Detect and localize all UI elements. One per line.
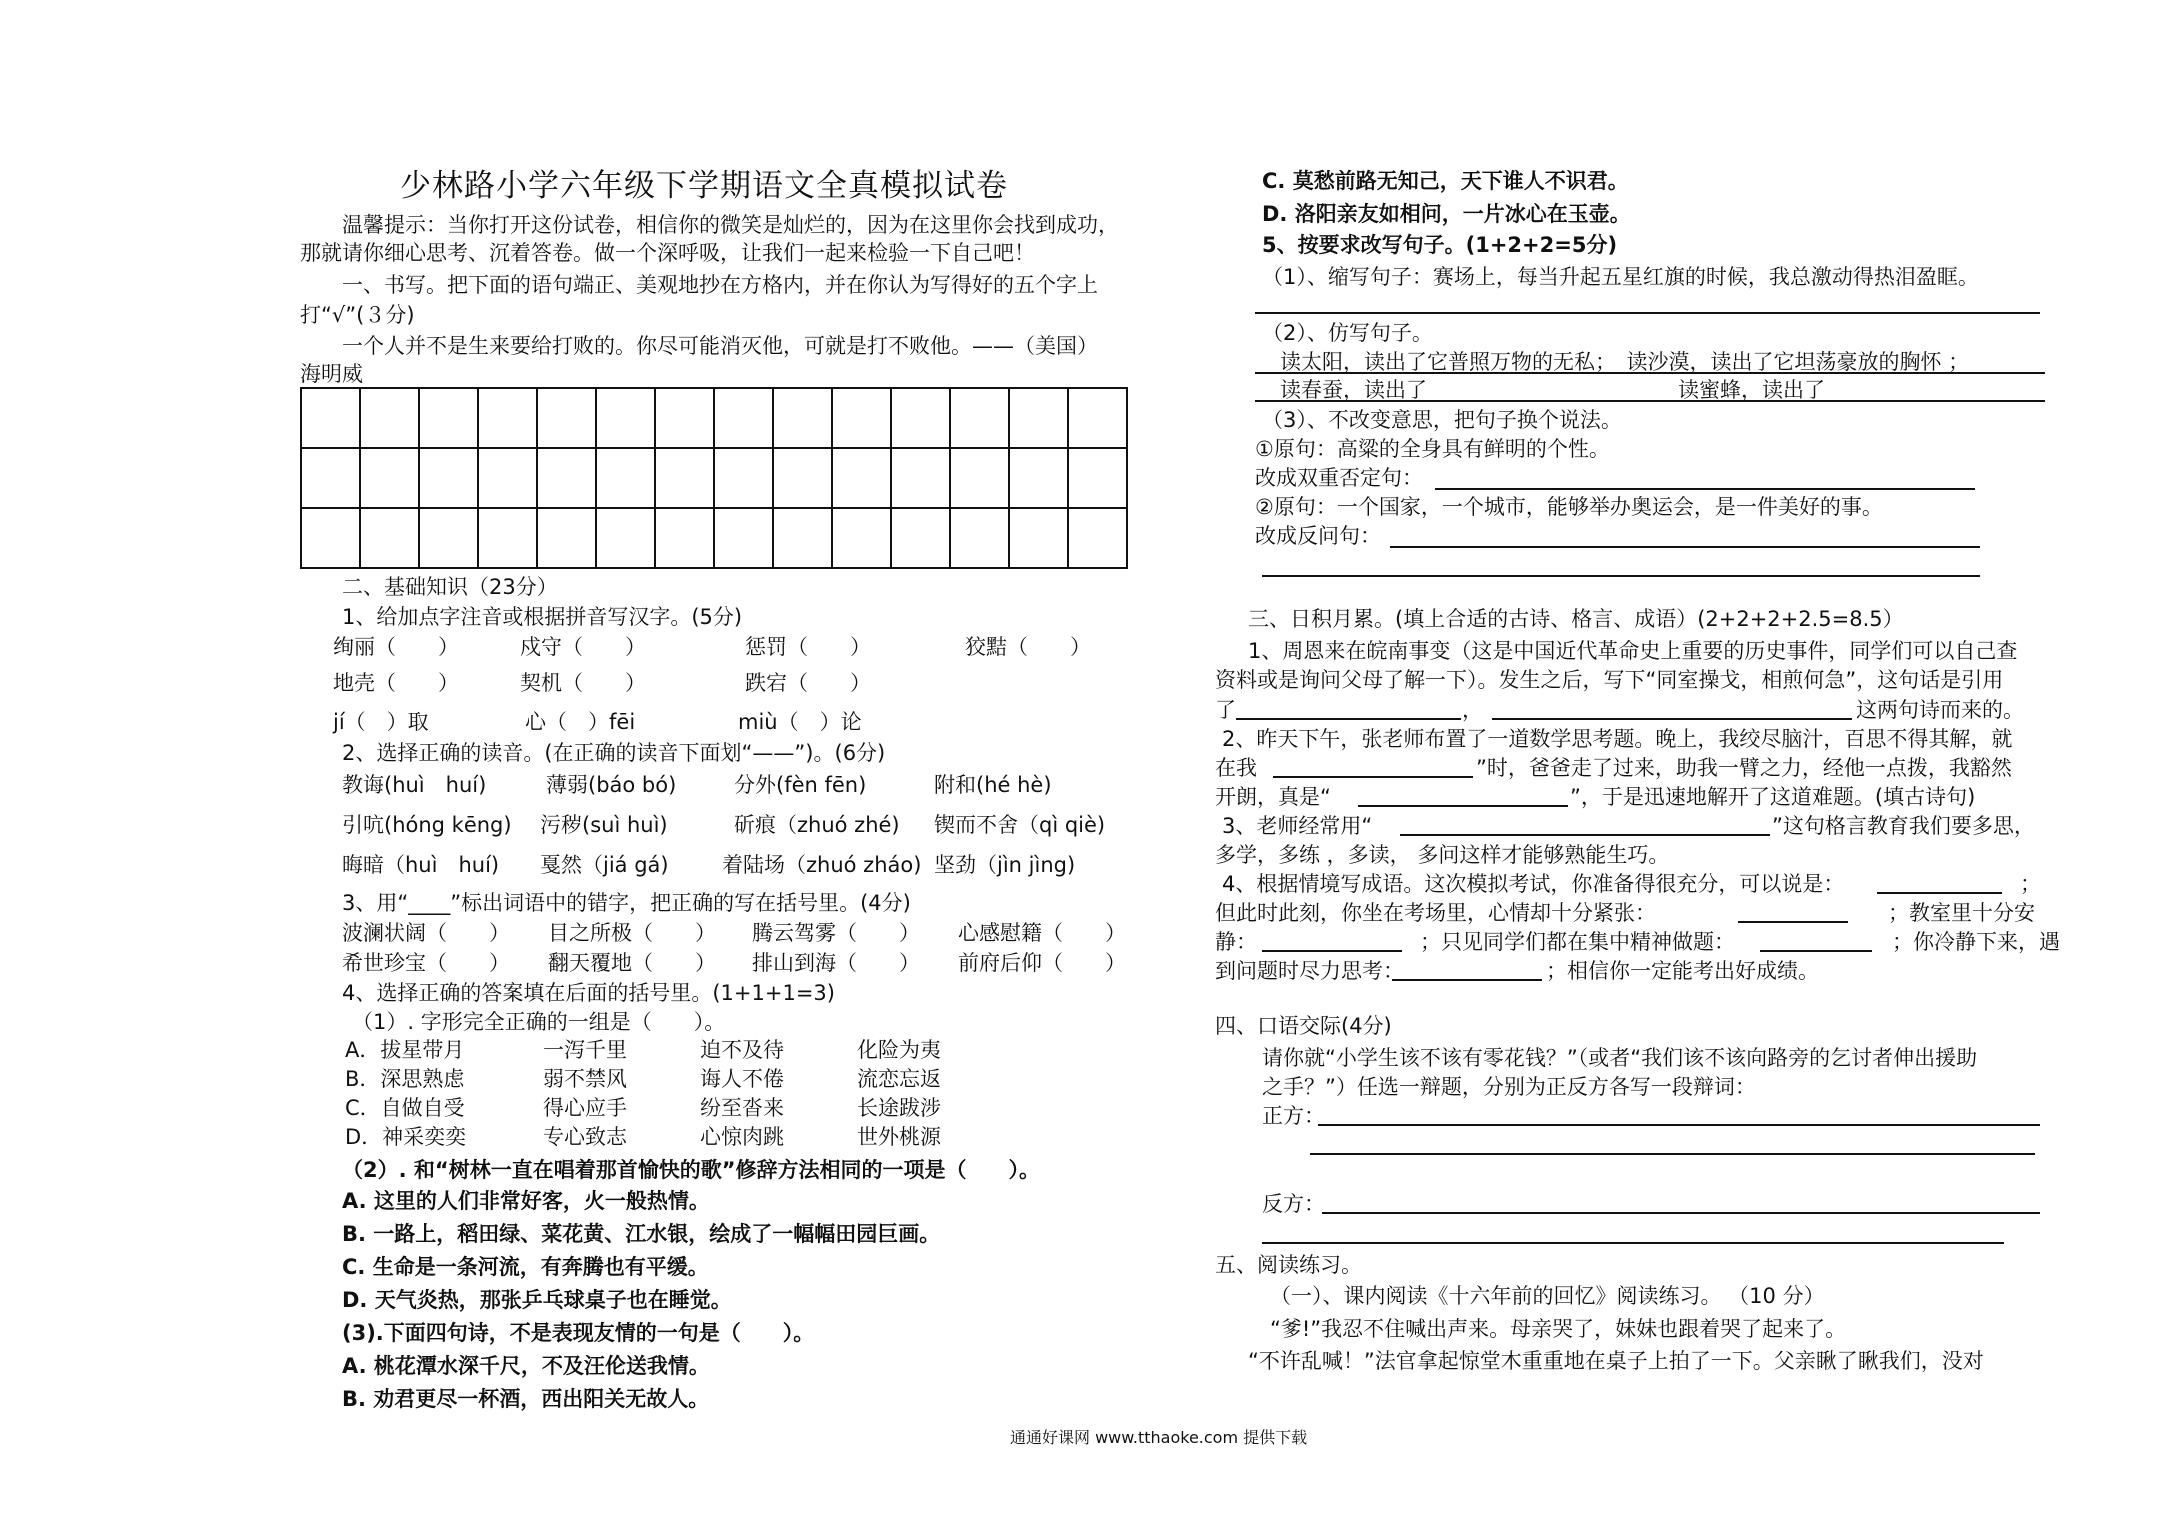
q4-sub-3-option-a: A. 桃花潭水深千尺，不及汪伦送我情。 xyxy=(342,1354,710,1378)
answer-line[interactable] xyxy=(1492,718,1852,720)
q1-item: 地壳（ ） xyxy=(333,671,459,695)
s3-q1-line-1: 1、周恩来在皖南事变（这是中国近代革命史上重要的历史事件，同学们可以自己查 xyxy=(1248,639,2018,663)
writing-grid[interactable] xyxy=(300,387,1128,569)
q4-option-a: 化险为夷 xyxy=(857,1038,941,1062)
s3-q4-line-1b: ； xyxy=(2020,872,2041,896)
q1-item: miù（ ）论 xyxy=(738,710,862,734)
q3-item: 前府后仰（ ） xyxy=(958,951,1126,975)
question-3: 3、用“____”标出词语中的错字，把正确的写在括号里。(4分) xyxy=(342,891,911,915)
q4-sub-3: (3).下面四句诗，不是表现友情的一句是（ ）。 xyxy=(342,1321,815,1345)
s4-pro-label: 正方： xyxy=(1262,1104,1325,1128)
s3-q2-line-3a: 开朗，真是“ xyxy=(1215,785,1331,809)
q4-option-b: 流恋忘返 xyxy=(857,1067,941,1091)
q2-item: 附和(hé hè) xyxy=(934,773,1052,797)
s4-con-label: 反方： xyxy=(1262,1192,1325,1216)
q4-option-a: 一泻千里 xyxy=(543,1038,627,1062)
q5-sub-2-example: 读太阳，读出了它普照万物的无私； 读沙漠，读出了它坦荡豪放的胸怀 ； xyxy=(1280,350,1970,374)
q1-item: 戍守（ ） xyxy=(520,635,646,659)
s5-sub-1: （一）、课内阅读《十六年前的回忆》阅读练习。 （10 分） xyxy=(1270,1284,1825,1308)
q1-item: 狡黠（ ） xyxy=(965,635,1091,659)
s3-q4-line-3b: ；只见同学们都在集中精神做题： xyxy=(1420,930,1735,954)
q4-sub-2-option-b: B. 一路上，稻田绿、菜花黄、江水银，绘成了一幅幅田园巨画。 xyxy=(342,1222,941,1246)
s3-q2-line-2a: 在我 xyxy=(1215,756,1257,780)
s3-q1-line-2: 资料或是询问父母了解一下）。发生之后，写下“同室操戈，相煎何急”，这句话是引用 xyxy=(1215,668,2004,692)
q4-sub-2: （2）. 和“树林一直在唱着那首愉快的歌”修辞方法相同的一项是（ ）。 xyxy=(342,1158,1041,1182)
q4-sub-1: （1）. 字形完全正确的一组是（ ）。 xyxy=(352,1010,726,1034)
q1-item: 绚丽（ ） xyxy=(333,635,459,659)
s3-q2-line-3b: ”，于是迅速地解开了这道难题。(填古诗句) xyxy=(1570,785,1976,809)
s3-q4-line-2a: 但此时此刻，你坐在考场里，心情却十分紧张： xyxy=(1215,901,1656,925)
q1-item: 心（ ）fēi xyxy=(525,710,636,734)
q4-option-c: C．自做自受 xyxy=(345,1096,465,1120)
s3-q2-line-2b: ”时，爸爸走了过来，助我一臂之力，经他一点拨，我豁然 xyxy=(1476,756,2012,780)
q4-option-b: B．深思熟虑 xyxy=(345,1067,465,1091)
q4-sub-3-option-c: C. 莫愁前路无知己，天下谁人不识君。 xyxy=(1262,169,1629,193)
answer-line[interactable] xyxy=(1318,1124,2040,1126)
q2-item: 晦暗（huì huí) xyxy=(342,853,500,877)
s3-q4-line-4b: ；相信你一定能考出好成绩。 xyxy=(1546,959,1819,983)
q2-item: 斫痕（zhuó zhé) xyxy=(734,813,900,837)
answer-line[interactable] xyxy=(1400,834,1770,836)
q5-sub-3-original-2: ②原句：一个国家，一个城市，能够举办奥运会，是一件美好的事。 xyxy=(1255,495,1883,519)
q3-item: 希世珍宝（ ） xyxy=(342,951,510,975)
answer-line[interactable] xyxy=(1255,312,2040,314)
s5-passage-line-2: “不许乱喊！”法官拿起惊堂木重重地在桌子上拍了一下。父亲瞅了瞅我们，没对 xyxy=(1248,1349,1984,1373)
q5-sub-2: （2）、仿写句子。 xyxy=(1262,321,1433,345)
section-5-heading: 五、阅读练习。 xyxy=(1215,1253,1362,1277)
q5-sub-1: （1）、缩写句子：赛场上，每当升起五星红旗的时候，我总激动得热泪盈眶。 xyxy=(1262,265,1979,289)
answer-line[interactable] xyxy=(1390,546,1980,548)
answer-line[interactable] xyxy=(1392,979,1542,981)
q1-item: 跌宕（ ） xyxy=(745,671,871,695)
s3-q3-line-2: 多学，多练 ，多读， 多问这样才能够熟能生巧。 xyxy=(1215,843,1670,867)
q4-sub-3-option-d: D. 洛阳亲友如相问，一片冰心在玉壶。 xyxy=(1262,202,1631,226)
answer-line[interactable] xyxy=(1738,921,1848,923)
answer-line[interactable] xyxy=(1310,1153,2035,1155)
page-title: 少林路小学六年级下学期语文全真模拟试卷 xyxy=(400,168,1008,204)
q5-sub-3: （3）、不改变意思，把句子换个说法。 xyxy=(1262,408,1622,432)
q4-option-d: 心惊肉跳 xyxy=(700,1125,784,1149)
s4-prompt-line-2: 之手？”）任选一辩题，分别为正反方各写一段辩词： xyxy=(1262,1075,1756,1099)
q4-option-d: D．神采奕奕 xyxy=(345,1125,467,1149)
answer-line[interactable] xyxy=(1255,400,2045,402)
s3-q4-line-1a: 4、根据情境写成语。这次模拟考试，你准备得很充分，可以说是： xyxy=(1222,872,1845,896)
q3-item: 翻天覆地（ ） xyxy=(548,951,716,975)
q3-item: 排山到海（ ） xyxy=(752,951,920,975)
question-4: 4、选择正确的答案填在后面的括号里。(1+1+1=3) xyxy=(342,981,835,1005)
q2-item: 着陆场（zhuó zháo) xyxy=(722,853,922,877)
answer-line[interactable] xyxy=(1358,805,1568,807)
q2-item: 引吭(hóng kēng) xyxy=(342,813,512,837)
q5-sub-3-task-2: 改成反问句： xyxy=(1255,524,1381,548)
quote-line-1: 一个人并不是生来要给打败的。你尽可能消灭他，可就是打不败他。——（美国） xyxy=(342,334,1098,358)
quote-line-2: 海明威 xyxy=(300,362,363,386)
s3-q3-line-1a: 3、老师经常用“ xyxy=(1222,814,1373,838)
q1-item: 惩罚（ ） xyxy=(745,635,871,659)
s3-q1-line-3c: 这两句诗而来的。 xyxy=(1856,698,2024,722)
q4-option-c: 纷至沓来 xyxy=(700,1096,784,1120)
q2-item: 薄弱(báo bó) xyxy=(546,773,677,797)
s3-q4-line-3a: 静： xyxy=(1215,930,1257,954)
q5-sub-2-prompt-a: 读春蚕，读出了 xyxy=(1280,378,1427,402)
q4-sub-2-option-d: D. 天气炎热，那张乒乓球桌子也在睡觉。 xyxy=(342,1288,732,1312)
s3-q4-line-2b: ；教室里十分安 xyxy=(1888,901,2035,925)
q4-option-d: 专心致志 xyxy=(543,1125,627,1149)
answer-line[interactable] xyxy=(1760,950,1872,952)
q4-sub-2-option-c: C. 生命是一条河流，有奔腾也有平缓。 xyxy=(342,1255,709,1279)
s4-prompt-line-1: 请你就“小学生该不该有零花钱？”（或者“我们该不该向路旁的乞讨者伸出援助 xyxy=(1262,1046,1978,1070)
section-3-heading: 三、日积月累。(填上合适的古诗、格言、成语）(2+2+2+2.5=8.5） xyxy=(1248,607,1904,631)
q5-sub-3-task-1: 改成双重否定句： xyxy=(1255,466,1423,490)
answer-line xyxy=(1255,372,2045,374)
q2-item: 教诲(huì huí) xyxy=(342,773,487,797)
section-4-heading: 四、口语交际(4分) xyxy=(1215,1014,1392,1038)
q1-item: jí（ ）取 xyxy=(333,710,429,734)
q4-option-a: 迫不及待 xyxy=(700,1038,784,1062)
s3-q4-line-3c: ；你冷静下来，遇 xyxy=(1892,930,2060,954)
s5-passage-line-1: “爹!”我忍不住喊出声来。母亲哭了，妹妹也跟着哭了起来了。 xyxy=(1270,1317,1847,1341)
q1-item: 契机（ ） xyxy=(520,671,646,695)
s3-q2-line-1: 2、昨天下午，张老师布置了一道数学思考题。晚上，我绞尽脑汁，百思不得其解，就 xyxy=(1222,727,2013,751)
q2-item: 锲而不舍（qì qiè) xyxy=(934,813,1106,837)
question-2: 2、选择正确的读音。(在正确的读音下面划“——”)。(6分) xyxy=(342,741,886,765)
q2-item: 污秽(suì huì) xyxy=(540,813,668,837)
question-5: 5、按要求改写句子。(1+2+2=5分) xyxy=(1262,233,1618,257)
answer-line[interactable] xyxy=(1262,575,1980,577)
s3-q4-line-4a: 到问题时尽力思考： xyxy=(1215,959,1404,983)
q3-item: 目之所极（ ） xyxy=(548,921,716,945)
footer-credit: 通通好课网 www.tthaoke.com 提供下载 xyxy=(1010,1428,1308,1447)
q3-item: 波澜状阔（ ） xyxy=(342,921,510,945)
q4-sub-2-option-a: A. 这里的人们非常好客，火一般热情。 xyxy=(342,1189,710,1213)
section-1-heading: 一、书写。把下面的语句端正、美观地抄在方格内，并在你认为写得好的五个字上 xyxy=(342,273,1098,297)
s3-q1-line-3a: 了 xyxy=(1215,698,1236,722)
q2-item: 戛然（jiá gá) xyxy=(540,853,669,877)
answer-line[interactable] xyxy=(1435,488,1975,490)
q4-option-c: 长途跋涉 xyxy=(857,1096,941,1120)
q3-item: 心感慰籍（ ） xyxy=(958,921,1126,945)
q2-item: 分外(fèn fēn) xyxy=(734,773,867,797)
answer-line[interactable] xyxy=(1236,718,1461,720)
section-2-heading: 二、基础知识（23分） xyxy=(342,575,558,599)
q4-option-c: 得心应手 xyxy=(543,1096,627,1120)
answer-line[interactable] xyxy=(1877,892,2002,894)
q4-sub-3-option-b: B. 劝君更尽一杯酒，西出阳关无故人。 xyxy=(342,1387,710,1411)
tip-line-2: 那就请你细心思考、沉着答卷。做一个深呼吸，让我们一起来检验一下自己吧！ xyxy=(300,241,1035,265)
q4-option-a: A．拔星带月 xyxy=(345,1038,465,1062)
question-1: 1、给加点字注音或根据拼音写汉字。(5分) xyxy=(342,605,743,629)
q4-option-d: 世外桃源 xyxy=(857,1125,941,1149)
q2-item: 坚劲（jìn jìng) xyxy=(934,853,1076,877)
q4-option-b: 弱不禁风 xyxy=(543,1067,627,1091)
answer-line[interactable] xyxy=(1273,776,1473,778)
section-1-heading-cont: 打“√”(３分) xyxy=(300,303,415,327)
q5-sub-2-prompt-b: 读蜜蜂，读出了 xyxy=(1678,378,1825,402)
answer-line[interactable] xyxy=(1262,950,1402,952)
q5-sub-3-original-1: ①原句：高粱的全身具有鲜明的个性。 xyxy=(1255,437,1610,461)
s3-q3-line-1b: ”这句格言教育我们要多思， xyxy=(1772,814,2035,838)
s3-q1-line-3b: ， xyxy=(1462,698,1483,722)
answer-line[interactable] xyxy=(1322,1212,2040,1214)
tip-line-1: 温馨提示：当你打开这份试卷，相信你的微笑是灿烂的，因为在这里你会找到成功， xyxy=(342,213,1119,237)
answer-line[interactable] xyxy=(1262,1242,2004,1244)
q3-item: 腾云驾雾（ ） xyxy=(752,921,920,945)
q4-option-b: 诲人不倦 xyxy=(700,1067,784,1091)
